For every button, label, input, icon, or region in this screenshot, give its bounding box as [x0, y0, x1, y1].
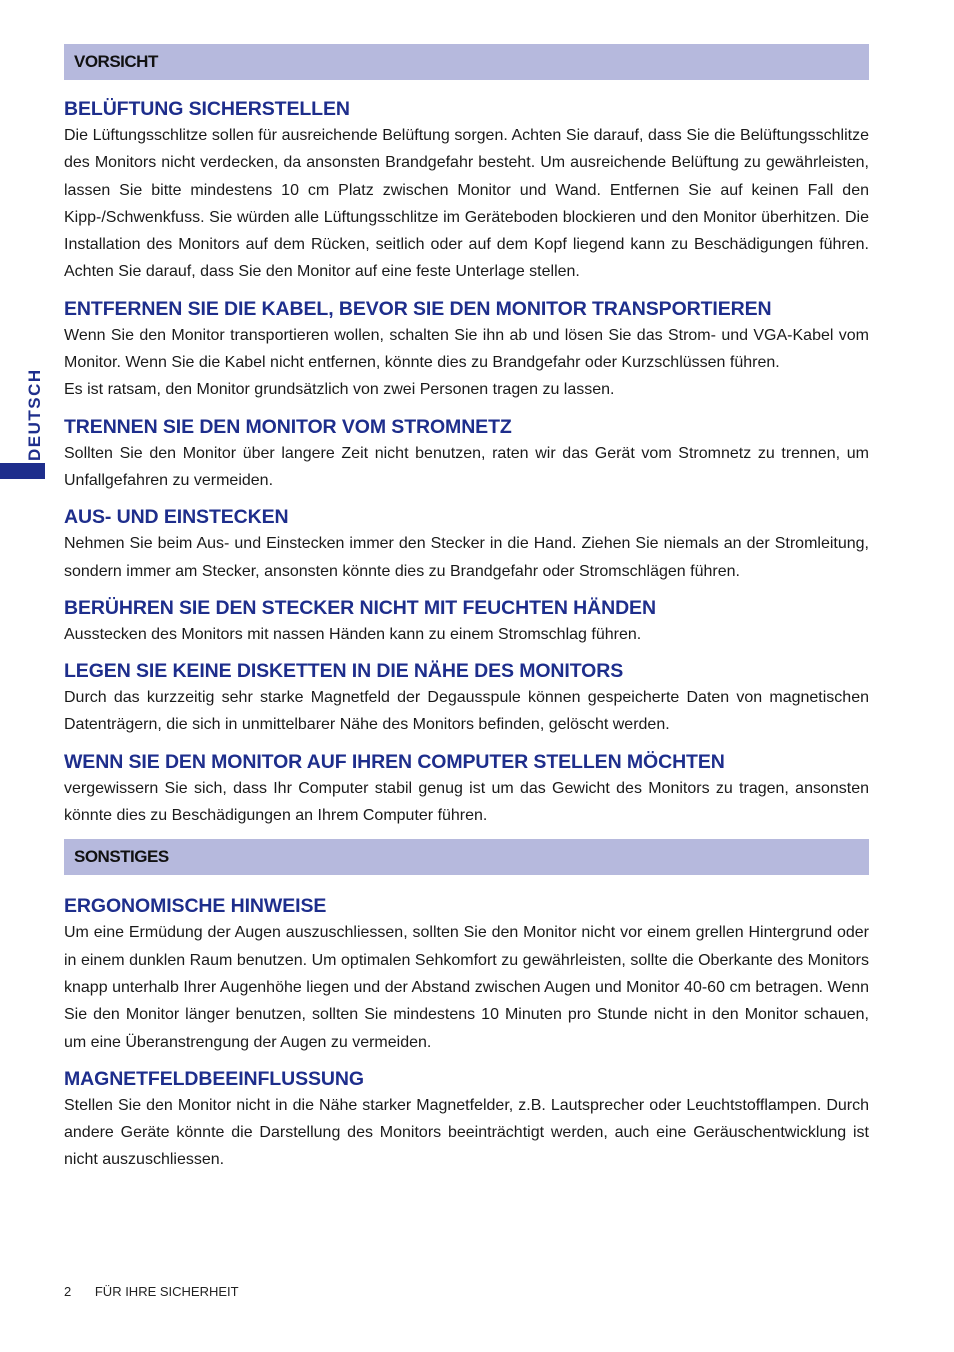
section — [64, 296, 869, 404]
language-tab-label: DEUTSCH — [25, 368, 44, 461]
section — [64, 749, 869, 830]
page-footer — [64, 1284, 259, 1299]
section-heading: MAGNETFELDBEEINFLUSSUNG — [64, 1067, 364, 1090]
section-paragraph: Es ist ratsam, den Monitor grundsätzlich von zwei Personen tragen zu lassen. — [64, 381, 615, 399]
footer-title: FÜR IHRE SICHERHEIT — [94, 1284, 239, 1299]
section-band-vorsicht: VORSICHT — [64, 44, 869, 80]
section-heading: ENTFERNEN SIE DIE KABEL, BEVOR SIE DEN MONITOR TRANSPORTIEREN — [64, 297, 772, 320]
page-content — [64, 44, 869, 1184]
section-heading: WENN SIE DEN MONITOR AUF IHREN COMPUTER STELLEN MÖCHTEN — [64, 750, 725, 773]
section-paragraph: Wenn Sie den Monitor transportieren wollen, schalten Sie ihn ab und lösen Sie das Strom- und VGA-Kabel vom Monitor. Wenn Sie die Kabel nicht entfernen, könnte dies zu Brandgefahr oder Kurzschlüssen führen. — [64, 326, 869, 372]
section-paragraph: Nehmen Sie beim Aus- und Einstecken immer den Stecker in die Hand. Ziehen Sie niemals an der Stromleitung, sondern immer am Stecker, ansonsten könnte dies zu Brandgefahr oder Stromschlägen führen. — [64, 535, 869, 580]
section-heading: BERÜHREN SIE DEN STECKER NICHT MIT FEUCHTEN HÄNDEN — [64, 596, 656, 619]
section-paragraph: Um eine Ermüdung der Augen auszuschliessen, sollten Sie den Monitor nicht vor einem grellen Hintergrund oder in einem dunklen Raum benutzen. Um optimalen Sehkomfort zu gewährleisten, sollte die Oberkante des Monitors knapp unterhalb Ihrer Augenhöhe liegen und der Abstand zwischen Augen und Monitor 40-60 cm betragen. Wenn Sie den Monitor länger benutzen, sollten Sie mindestens 10 Minuten pro Stunde nicht in den Monitor schauen, um eine Überanstrengung der Augen zu vermeiden. — [64, 924, 869, 1051]
section-paragraph: Stellen Sie den Monitor nicht in die Nähe starker Magnetfelder, z.B. Lautsprecher oder Leuchtstofflampen. Durch andere Geräte könnte die Darstellung des Monitors beeinträchtigt werden, auch eine Geräuschentwicklung ist nicht auszuschliessen. — [64, 1096, 869, 1169]
section — [64, 504, 869, 585]
section — [64, 595, 869, 648]
section-heading: LEGEN SIE KEINE DISKETTEN IN DIE NÄHE DES MONITORS — [64, 660, 624, 683]
section-paragraph: Ausstecken des Monitors mit nassen Händen kann zu einem Stromschlag führen. — [64, 625, 642, 643]
section-heading: AUS- UND EINSTECKEN — [64, 506, 289, 529]
section-paragraph: Die Lüftungsschlitze sollen für ausreichende Belüftung sorgen. Achten Sie darauf, dass Sie die Belüftungsschlitze des Monitors nicht verdecken, da ansonsten Brandgefahr besteht. Um ausreichende Belüftung zu gewährleisten, lassen Sie bitte mindestens 10 cm Platz zwischen Monitor und Wand. Entfernen Sie auf keinen Fall den Kipp-/Schwenkfuss. Sie würden alle Lüftungsschlitze im Geräteboden blockieren und den Monitor überhitzen. Die Installation des Monitors auf dem Rücken, seitlich oder auf dem Kopf liegend kann zu Beschädigungen führen. Achten Sie darauf, dass Sie den Monitor auf eine feste Unterlage stellen. — [64, 127, 869, 281]
section-paragraph: vergewissern Sie sich, dass Ihr Computer stabil genug ist um das Gewicht des Monitors zu tragen, ansonsten könnte dies zu Beschädigungen an Ihrem Computer führen. — [64, 779, 869, 825]
section-heading: ERGONOMISCHE HINWEISE — [64, 895, 327, 918]
section — [64, 414, 869, 495]
caution-sections — [64, 96, 869, 829]
other-sections — [64, 893, 869, 1173]
section-paragraph: Durch das kurzzeitig sehr starke Magnetfeld der Degausspule können gespeicherte Daten von magnetischen Datenträgern, die sich in unmittelbarer Nähe des Monitors befinden, gelöscht werden. — [64, 689, 869, 734]
section-heading: BELÜFTUNG SICHERSTELLEN — [64, 98, 350, 120]
section — [64, 658, 869, 739]
section — [64, 893, 869, 1055]
section — [64, 96, 869, 286]
section-heading: TRENNEN SIE DEN MONITOR VOM STROMNETZ — [64, 415, 512, 438]
section-band-sonstiges: SONSTIGES — [64, 839, 869, 875]
page-number: 2 — [64, 1284, 72, 1299]
section-paragraph: Sollten Sie den Monitor über langere Zeit nicht benutzen, raten wir das Gerät vom Stromnetz zu trennen, um Unfallgefahren zu vermeiden. — [64, 444, 869, 489]
language-tab-marker — [0, 463, 45, 479]
section — [64, 1066, 869, 1174]
